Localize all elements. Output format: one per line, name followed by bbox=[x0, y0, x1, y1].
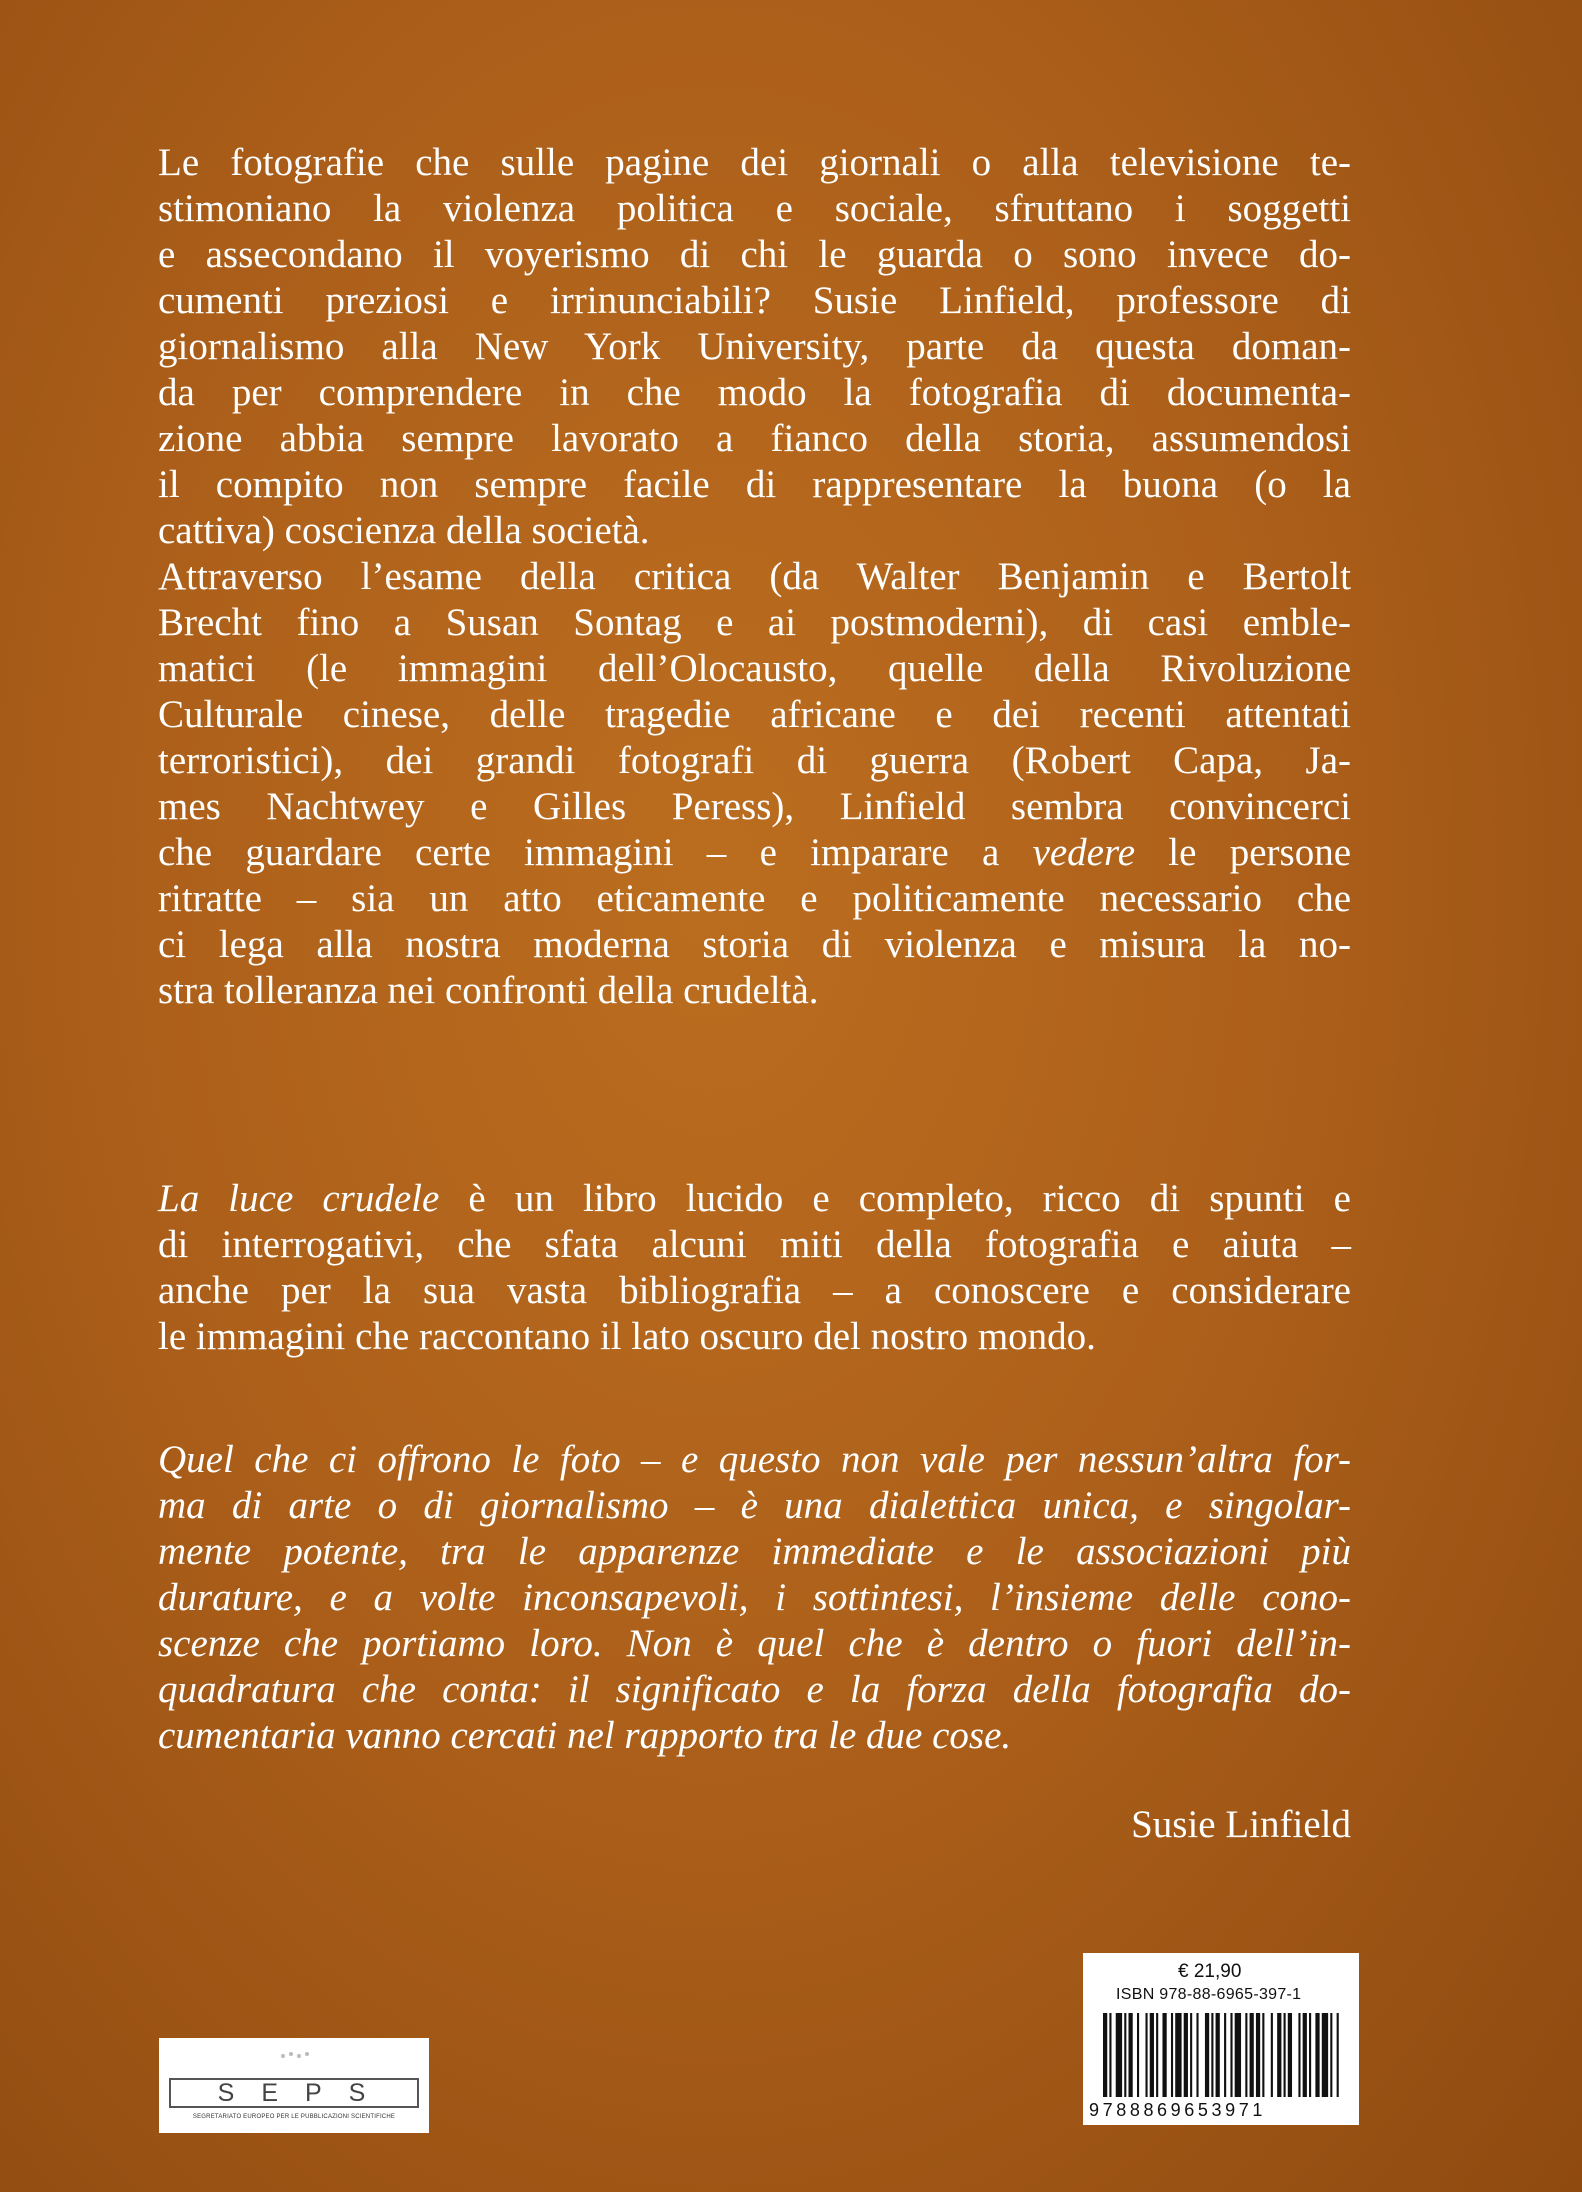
logo-ornament-icon bbox=[159, 2046, 429, 2074]
book-title-italic: La luce crudele bbox=[158, 1177, 440, 1220]
description-line: Attraverso l’esame della critica (da Walter Benjamin e Bertolt bbox=[158, 555, 1351, 598]
price: € 21,90 bbox=[1178, 1961, 1242, 1982]
summary-line: anche per la sua vasta bibliografia – a conoscere e considerare bbox=[158, 1269, 1351, 1312]
author-quote bbox=[158, 1437, 1351, 1759]
quote-line: durature, e a volte inconsapevoli, i sottintesi, l’insieme delle cono- bbox=[158, 1576, 1351, 1619]
description-line: giornalismo alla New York University, parte da questa doman- bbox=[158, 325, 1351, 368]
description-line: da per comprendere in che modo la fotografia di documenta- bbox=[158, 371, 1351, 414]
description-line: terroristici), dei grandi fotografi di guerra (Robert Capa, Ja- bbox=[158, 739, 1351, 782]
description-line: cumenti preziosi e irrinunciabili? Susie Linfield, professore di bbox=[158, 279, 1351, 322]
quote-line: quadratura che conta: il significato e la forza della fotografia do- bbox=[158, 1668, 1351, 1711]
publisher-subtitle: SEGRETARIATO EUROPEO PER LE PUBBLICAZIONI SCIENTIFICHE bbox=[192, 2114, 396, 2120]
quote-line: ma di arte o di giornalismo – è una dialettica unica, e singolar- bbox=[158, 1484, 1351, 1527]
quote-line: scenze che portiamo loro. Non è quel che è dentro o fuori dell’in- bbox=[158, 1622, 1351, 1665]
description-line: Brecht fino a Susan Sontag e ai postmoderni), di casi emble- bbox=[158, 601, 1351, 644]
quote-author: Susie Linfield bbox=[1131, 1803, 1351, 1846]
description-line: Le fotografie che sulle pagine dei giornali o alla televisione te- bbox=[158, 141, 1351, 184]
publisher-name: SEPS bbox=[169, 2078, 419, 2108]
ean-digits: 9788869653971 bbox=[1089, 2100, 1266, 2120]
description-paragraph bbox=[158, 140, 1351, 1014]
summary-paragraph bbox=[158, 1176, 1351, 1360]
quote-line: cumentaria vanno cercati nel rapporto tra le due cose. bbox=[158, 1714, 1012, 1757]
description-line: Culturale cinese, delle tragedie africane e dei recenti attentati bbox=[158, 693, 1351, 736]
barcode-icon bbox=[1103, 2013, 1343, 2097]
italic-word: vedere bbox=[1032, 831, 1136, 874]
summary-line: La luce crudele è un libro lucido e completo, ricco di spunti e bbox=[158, 1177, 1351, 1220]
description-line: ci lega alla nostra moderna storia di violenza e misura la no- bbox=[158, 923, 1351, 966]
description-line: ritratte – sia un atto eticamente e politicamente necessario che bbox=[158, 877, 1351, 920]
quote-line: Quel che ci offrono le foto – e questo non vale per nessun’altra for- bbox=[158, 1438, 1351, 1481]
isbn: ISBN 978-88-6965-397-1 bbox=[1116, 1986, 1302, 2003]
description-line: il compito non sempre facile di rappresentare la buona (o la bbox=[158, 463, 1351, 506]
description-line: e assecondano il voyerismo di chi le guarda o sono invece do- bbox=[158, 233, 1351, 276]
description-line: stimoniano la violenza politica e sociale, sfruttano i soggetti bbox=[158, 187, 1351, 230]
publisher-logo bbox=[159, 2038, 429, 2133]
description-line: zione abbia sempre lavorato a fianco della storia, assumendosi bbox=[158, 417, 1351, 460]
quote-line: mente potente, tra le apparenze immediate e le associazioni più bbox=[158, 1530, 1351, 1573]
description-line: che guardare certe immagini – e imparare a vedere le persone bbox=[158, 831, 1351, 874]
summary-line: di interrogativi, che sfata alcuni miti della fotografia e aiuta – bbox=[158, 1223, 1351, 1266]
description-line: stra tolleranza nei confronti della crudeltà. bbox=[158, 969, 819, 1012]
description-line: matici (le immagini dell’Olocausto, quelle della Rivoluzione bbox=[158, 647, 1351, 690]
summary-line: le immagini che raccontano il lato oscuro del nostro mondo. bbox=[158, 1315, 1096, 1358]
description-line: mes Nachtwey e Gilles Peress), Linfield sembra convincerci bbox=[158, 785, 1351, 828]
description-line: cattiva) coscienza della società. bbox=[158, 509, 650, 552]
price-barcode-label bbox=[1083, 1953, 1359, 2125]
